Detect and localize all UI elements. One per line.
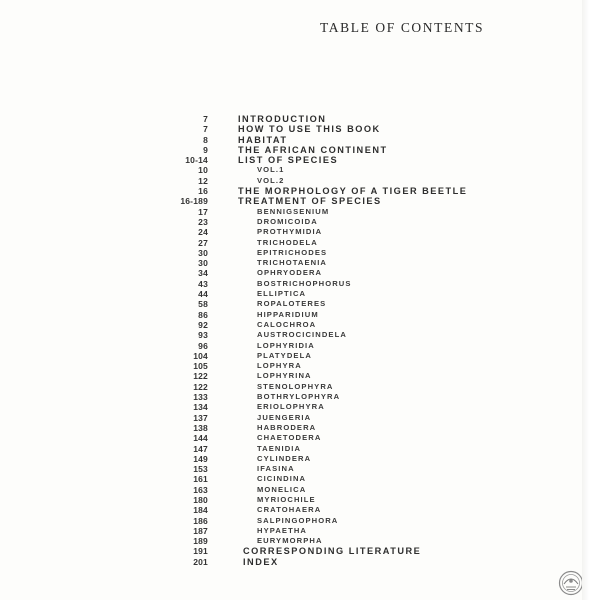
toc-page-number: 30 xyxy=(198,258,208,269)
publisher-logo-icon xyxy=(558,570,584,596)
toc-subentry-label: PLATYDELA xyxy=(257,350,312,360)
toc-subentry-label: CHAETODERA xyxy=(257,433,322,443)
toc-page-number: 44 xyxy=(198,289,208,300)
toc-page-number: 7 xyxy=(203,124,208,135)
toc-page-number: 105 xyxy=(193,361,208,372)
toc-subentry-label: ELLIPTICA xyxy=(257,289,307,299)
table-of-contents xyxy=(0,114,582,567)
toc-entry xyxy=(0,135,582,145)
toc-entry xyxy=(0,299,582,309)
toc-entry-label: THE AFRICAN CONTINENT xyxy=(238,144,388,155)
toc-entry xyxy=(0,186,582,196)
toc-entry xyxy=(0,310,582,320)
toc-entry xyxy=(0,474,582,484)
toc-page-number: 147 xyxy=(193,443,208,454)
toc-entry xyxy=(0,124,582,134)
toc-page-number: 144 xyxy=(193,433,208,444)
toc-subentry-label: VOL.1 xyxy=(257,165,285,175)
toc-subentry-label: EURYMORPHA xyxy=(257,536,323,546)
toc-page-number: 163 xyxy=(193,484,208,495)
toc-page-number: 10 xyxy=(198,165,208,176)
toc-entry xyxy=(0,320,582,330)
toc-subentry-label: CALOCHROA xyxy=(257,319,317,329)
toc-page-number: 180 xyxy=(193,494,208,505)
toc-subentry-label: CYLINDERA xyxy=(257,453,312,463)
toc-page-number: 153 xyxy=(193,464,208,475)
toc-subentry-label: CRATOHAERA xyxy=(257,505,322,515)
toc-entry-label: HOW TO USE THIS BOOK xyxy=(238,124,381,135)
toc-subentry-label: EPITRICHODES xyxy=(257,247,328,257)
toc-page-number: 43 xyxy=(198,278,208,289)
toc-entry xyxy=(0,557,582,567)
toc-entry xyxy=(0,454,582,464)
toc-entry xyxy=(0,279,582,289)
toc-page-number: 93 xyxy=(198,330,208,341)
toc-subentry-label: SALPINGOPHORA xyxy=(257,515,339,525)
toc-entry xyxy=(0,382,582,392)
toc-subentry-label: HYPAETHA xyxy=(257,525,308,535)
toc-page-number: 189 xyxy=(193,536,208,547)
toc-subentry-label: ERIOLOPHYRA xyxy=(257,402,325,412)
toc-subentry-label: MONELICA xyxy=(257,484,307,494)
toc-page-number: 161 xyxy=(193,474,208,485)
toc-page-number: 201 xyxy=(193,556,208,567)
toc-page-number: 184 xyxy=(193,505,208,516)
page-title: TABLE OF CONTENTS xyxy=(320,20,485,35)
toc-page-number: 27 xyxy=(198,237,208,248)
toc-entry xyxy=(0,176,582,186)
toc-entry xyxy=(0,495,582,505)
toc-page-number: 186 xyxy=(193,515,208,526)
toc-subentry-label: IFASINA xyxy=(257,464,295,474)
toc-entry xyxy=(0,485,582,495)
toc-entry xyxy=(0,268,582,278)
toc-entry-label: TREATMENT OF SPECIES xyxy=(238,196,382,207)
toc-subentry-label: BENNIGSENIUM xyxy=(257,206,330,216)
toc-subentry-label: JUENGERIA xyxy=(257,412,312,422)
toc-subentry-label: HABRODERA xyxy=(257,422,317,432)
toc-subentry-label: STENOLOPHYRA xyxy=(257,381,334,391)
toc-entry xyxy=(0,413,582,423)
toc-page-number: 9 xyxy=(203,144,208,155)
toc-entry xyxy=(0,217,582,227)
toc-entry xyxy=(0,536,582,546)
toc-entry-label: INTRODUCTION xyxy=(238,114,327,124)
toc-subentry-label: LOPHYRIDIA xyxy=(257,340,315,350)
toc-entry xyxy=(0,423,582,433)
toc-subentry-label: CICINDINA xyxy=(257,474,307,484)
toc-page-number: 12 xyxy=(198,175,208,186)
toc-entry xyxy=(0,444,582,454)
toc-page-number: 16-189 xyxy=(180,196,208,207)
toc-entry-label: LIST OF SPECIES xyxy=(238,155,339,166)
toc-entry-label: HABITAT xyxy=(238,134,288,145)
toc-entry xyxy=(0,248,582,258)
toc-page-number: 122 xyxy=(193,381,208,392)
toc-entry xyxy=(0,464,582,474)
toc-subentry-label: VOL.2 xyxy=(257,175,285,185)
toc-page-number: 58 xyxy=(198,299,208,310)
toc-page-number: 138 xyxy=(193,422,208,433)
toc-entry xyxy=(0,330,582,340)
toc-entry xyxy=(0,207,582,217)
toc-entry xyxy=(0,546,582,556)
toc-subentry-label: LOPHYRINA xyxy=(257,371,312,381)
toc-subentry-label: LOPHYRA xyxy=(257,361,302,371)
toc-page-number: 134 xyxy=(193,402,208,413)
toc-page-number: 34 xyxy=(198,268,208,279)
toc-page-number: 137 xyxy=(193,412,208,423)
toc-entry xyxy=(0,371,582,381)
toc-page-number: 23 xyxy=(198,216,208,227)
toc-page-number: 86 xyxy=(198,309,208,320)
toc-entry xyxy=(0,289,582,299)
toc-page-number: 16 xyxy=(198,186,208,197)
toc-entry xyxy=(0,165,582,175)
toc-entry xyxy=(0,114,582,124)
toc-subentry-label: AUSTROCICINDELA xyxy=(257,330,347,340)
page-edge-shadow xyxy=(582,0,600,600)
toc-entry-label: INDEX xyxy=(243,556,279,567)
toc-page-number: 104 xyxy=(193,350,208,361)
toc-subentry-label: DROMICOIDA xyxy=(257,216,318,226)
toc-page-number: 8 xyxy=(203,134,208,145)
toc-entry xyxy=(0,196,582,206)
toc-page-number: 10-14 xyxy=(185,155,208,166)
toc-page-number: 7 xyxy=(203,114,208,124)
toc-entry xyxy=(0,516,582,526)
toc-page-number: 17 xyxy=(198,206,208,217)
toc-entry xyxy=(0,402,582,412)
toc-page-number: 191 xyxy=(193,546,208,557)
toc-entry xyxy=(0,238,582,248)
toc-entry xyxy=(0,155,582,165)
toc-subentry-label: BOTHRYLOPHYRA xyxy=(257,392,341,402)
toc-entry xyxy=(0,526,582,536)
toc-page-number: 133 xyxy=(193,392,208,403)
toc-subentry-label: ROPALOTERES xyxy=(257,299,327,309)
toc-page-number: 24 xyxy=(198,227,208,238)
toc-page-number: 187 xyxy=(193,525,208,536)
toc-entry-label: CORRESPONDING LITERATURE xyxy=(243,546,422,557)
toc-entry xyxy=(0,392,582,402)
toc-subentry-label: BOSTRICHOPHORUS xyxy=(257,278,352,288)
toc-page-number: 149 xyxy=(193,453,208,464)
toc-subentry-label: OPHRYODERA xyxy=(257,268,323,278)
toc-subentry-label: PROTHYMIDIA xyxy=(257,227,323,237)
toc-subentry-label: MYRIOCHILE xyxy=(257,494,316,504)
toc-entry xyxy=(0,341,582,351)
toc-subentry-label: HIPPARIDIUM xyxy=(257,309,319,319)
toc-entry-label: THE MORPHOLOGY OF A TIGER BEETLE xyxy=(238,186,468,197)
toc-subentry-label: TRICHOTAENIA xyxy=(257,258,328,268)
toc-entry xyxy=(0,433,582,443)
toc-entry xyxy=(0,258,582,268)
toc-page-number: 122 xyxy=(193,371,208,382)
toc-page-number: 96 xyxy=(198,340,208,351)
toc-subentry-label: TRICHODELA xyxy=(257,237,318,247)
toc-page-number: 30 xyxy=(198,247,208,258)
toc-subentry-label: TAENIDIA xyxy=(257,443,302,453)
toc-entry xyxy=(0,227,582,237)
toc-entry xyxy=(0,505,582,515)
toc-page-number: 92 xyxy=(198,319,208,330)
toc-entry xyxy=(0,145,582,155)
toc-entry xyxy=(0,361,582,371)
toc-entry xyxy=(0,351,582,361)
